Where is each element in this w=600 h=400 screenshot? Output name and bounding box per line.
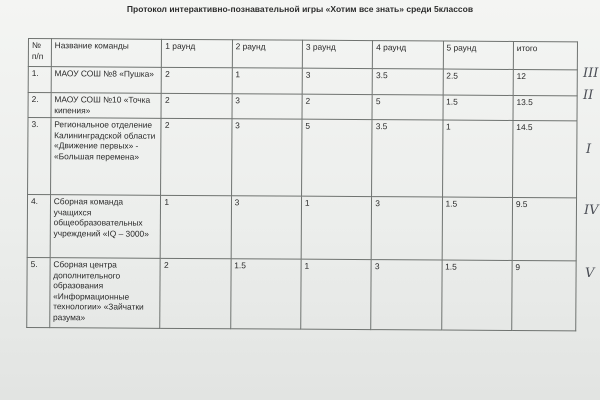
place-mark-handwritten: II	[583, 88, 594, 103]
team-name: МАОУ СОШ №10 «Точка кипения»	[51, 93, 162, 119]
round-4-score: 5	[372, 95, 442, 120]
round-3-score: 1	[301, 259, 372, 329]
table-row	[27, 257, 576, 330]
total-score: 9	[512, 260, 577, 330]
round-1-score: 2	[162, 67, 232, 93]
round-4-score: 3	[371, 197, 442, 260]
round-3-score: 5	[301, 119, 372, 196]
header-number: № п/п	[28, 39, 51, 67]
header-round-2: 2 раунд	[232, 40, 302, 68]
table-row	[28, 118, 577, 198]
team-name: Сборная команда учащихся общеобразовательных учреждений «IQ – 3000»	[50, 195, 161, 259]
round-1-score: 2	[161, 118, 232, 195]
round-2-score: 1	[232, 68, 302, 94]
table-row	[28, 67, 577, 96]
row-number: 3.	[28, 118, 51, 195]
row-number: 1.	[28, 67, 51, 93]
place-mark-handwritten: I	[586, 142, 592, 157]
row-number: 2.	[28, 93, 51, 118]
team-name: Сборная центра дополнительного образования «Информационные технологии» «Зайчатки разума»	[49, 258, 160, 329]
round-1-score: 1	[161, 195, 232, 258]
header-round-4: 4 раунд	[373, 41, 443, 69]
total-score: 9.5	[512, 197, 577, 260]
place-mark-handwritten: IV	[584, 203, 599, 218]
round-3-score: 1	[301, 196, 372, 259]
team-name: Региональное отделение Калининградской области «Движение первых» - «Большая перемена»	[50, 118, 161, 196]
place-mark-handwritten: V	[585, 266, 595, 281]
header-total: итого	[513, 41, 577, 69]
row-number: 5.	[27, 257, 50, 327]
total-score: 14.5	[512, 120, 577, 197]
round-4-score: 3.5	[372, 69, 442, 95]
round-5-score: 1.5	[443, 95, 513, 120]
place-mark-handwritten: III	[583, 66, 599, 81]
round-2-score: 3	[231, 119, 302, 196]
round-4-score: 3	[371, 260, 442, 330]
round-5-score: 2.5	[443, 69, 513, 95]
table-row	[27, 195, 576, 261]
header-round-3: 3 раунд	[302, 40, 372, 68]
round-1-score: 2	[160, 258, 231, 328]
round-1-score: 2	[161, 93, 231, 118]
team-name: МАОУ СОШ №8 «Пушка»	[51, 67, 162, 94]
round-5-score: 1.5	[441, 260, 512, 330]
total-score: 12	[513, 69, 577, 95]
round-2-score: 1.5	[230, 259, 301, 329]
round-4-score: 3.5	[372, 120, 443, 197]
total-score: 13.5	[513, 95, 577, 120]
header-team-name: Название команды	[51, 39, 162, 68]
header-round-5: 5 раунд	[443, 41, 513, 69]
round-2-score: 3	[231, 196, 302, 259]
results-table	[26, 38, 578, 331]
round-5-score: 1	[442, 120, 513, 197]
round-3-score: 3	[302, 68, 372, 94]
header-round-1: 1 раунд	[162, 39, 232, 67]
row-number: 4.	[27, 195, 50, 258]
round-2-score: 3	[232, 94, 302, 119]
table-header-row	[28, 39, 577, 70]
round-3-score: 2	[302, 94, 372, 119]
table-row	[28, 93, 577, 121]
document-title: Протокол интерактивно-познавательной игры «Хотим все знать» среди 5классов	[126, 4, 474, 14]
round-5-score: 1.5	[442, 197, 513, 260]
